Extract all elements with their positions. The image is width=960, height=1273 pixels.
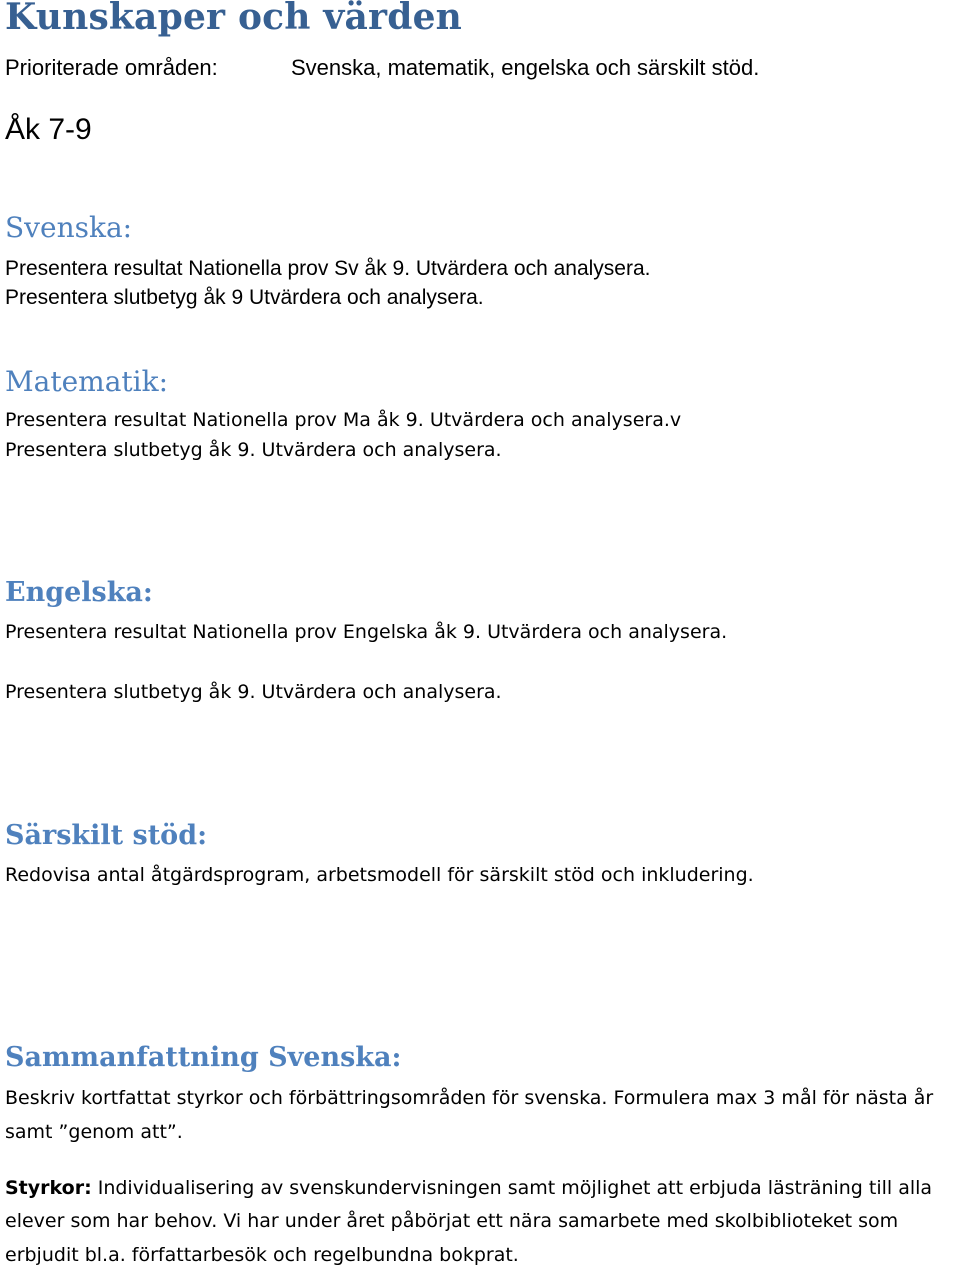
engelska-heading: Engelska: — [5, 577, 153, 608]
strengths-label: Styrkor: — [5, 1177, 92, 1199]
engelska-line-1: Presentera resultat Nationella prov Engelska åk 9. Utvärdera och analysera. — [5, 621, 728, 643]
sarskilt-stod-line-1: Redovisa antal åtgärdsprogram, arbetsmodell för särskilt stöd och inkludering. — [5, 864, 754, 886]
svenska-line-1: Presentera resultat Nationella prov Sv åk 9. Utvärdera och analysera. — [5, 257, 651, 280]
sammanfattning-line-1: Beskriv kortfattat styrkor och förbättringsområden för svenska. Formulera max 3 mål för nästa år — [5, 1087, 934, 1109]
priority-label: Prioriterade områden: — [5, 55, 218, 80]
sarskilt-stod-heading: Särskilt stöd: — [5, 820, 208, 851]
matematik-line-2: Presentera slutbetyg åk 9. Utvärdera och analysera. — [5, 439, 502, 461]
svenska-line-2: Presentera slutbetyg åk 9 Utvärdera och analysera. — [5, 286, 484, 309]
priority-value: Svenska, matematik, engelska och särskilt stöd. — [291, 55, 760, 80]
strengths-line-2: elever som har behov. Vi har under året påbörjat ett nära samarbete med skolbiblioteket som — [5, 1210, 899, 1232]
sammanfattning-heading: Sammanfattning Svenska: — [5, 1042, 402, 1073]
grade-heading: Åk 7-9 — [5, 113, 92, 146]
sammanfattning-line-2: samt ”genom att”. — [5, 1121, 183, 1143]
matematik-line-1: Presentera resultat Nationella prov Ma åk 9. Utvärdera och analysera.v — [5, 409, 682, 431]
strengths-text: Individualisering av svenskundervisningen samt möjlighet att erbjuda lästräning till alla — [91, 1177, 933, 1199]
matematik-heading: Matematik: — [5, 365, 169, 398]
page-title: Kunskaper och värden — [5, 0, 463, 38]
strengths-line-3: erbjudit bl.a. författarbesök och regelbundna bokprat. — [5, 1244, 519, 1266]
svenska-heading: Svenska: — [5, 211, 133, 244]
engelska-line-2: Presentera slutbetyg åk 9. Utvärdera och analysera. — [5, 681, 502, 703]
strengths-line-1 — [5, 1177, 932, 1199]
